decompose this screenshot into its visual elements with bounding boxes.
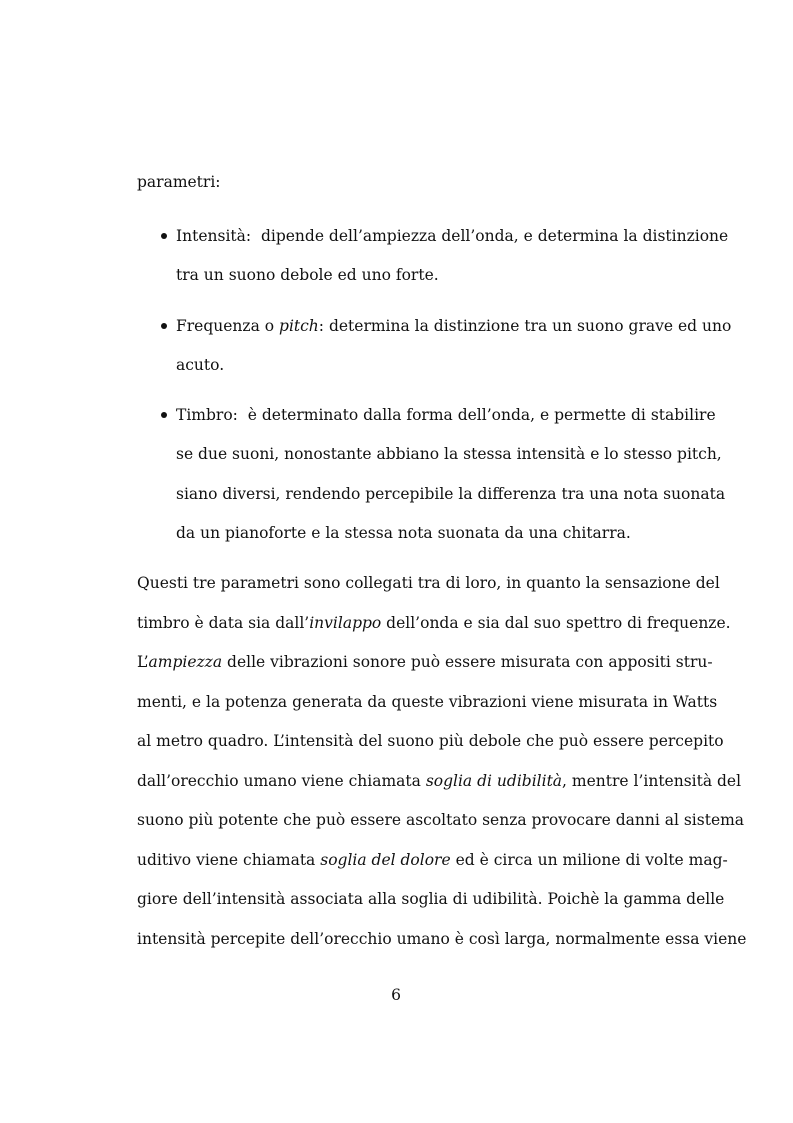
text-run: dell’onda e sia dal suo spettro di frequenze. (381, 614, 731, 632)
paragraph-line-1: Questi tre parametri sono collegati tra di loro, in quanto la sensazione del (137, 574, 720, 592)
bullet-3-label: Timbro: (176, 406, 238, 424)
bullet-2-line-2: acuto. (176, 356, 225, 374)
paragraph-line-3 (137, 652, 713, 672)
bullet-3-line-2: se due suoni, nonostante abbiano la stessa intensità e lo stesso pitch, (176, 445, 722, 463)
term-invilappo: invilappo (309, 614, 382, 632)
paragraph-line-6 (137, 771, 742, 791)
text-run: , mentre l’intensità del (562, 772, 742, 790)
bullet-3-line-3: siano diversi, rendendo percepibile la differenza tra una nota suonata (176, 485, 726, 503)
bullet-1-line-2: tra un suono debole ed uno forte. (176, 266, 439, 284)
bullet-3-text: è determinato dalla forma dell’onda, e permette di stabilire (247, 406, 716, 424)
bullet-marker (161, 233, 167, 239)
bullet-marker (161, 412, 167, 418)
bullet-3-line-1 (176, 405, 716, 425)
intro-text: parametri: (137, 173, 221, 191)
text-run: dall’orecchio umano viene chiamata (137, 772, 426, 790)
bullet-3-line-4: da un pianoforte e la stessa nota suonata da una chitarra. (176, 524, 631, 542)
term-soglia-dolore: soglia del dolore (320, 851, 451, 869)
bullet-2-text: : determina la distinzione tra un suono grave ed uno (318, 317, 732, 335)
text-run: uditivo viene chiamata (137, 851, 321, 869)
page-number: 6 (391, 986, 401, 1004)
bullet-1-line-1 (176, 226, 729, 246)
bullet-1-label: Intensità: (176, 227, 252, 245)
term-ampiezza: ampiezza (148, 653, 223, 671)
text-run: delle vibrazioni sonore può essere misurata con appositi stru- (222, 653, 713, 671)
text-run: ed è circa un milione di volte mag- (450, 851, 728, 869)
bullet-marker (161, 323, 167, 329)
bullet-2-term: pitch (279, 317, 319, 335)
bullet-2-line-1 (176, 316, 732, 336)
text-run: L’ (137, 653, 149, 671)
term-soglia-udibilita: soglia di udibilità (425, 772, 563, 790)
text-run: timbro è data sia dall’ (137, 614, 310, 632)
paragraph-line-10: intensità percepite dell’orecchio umano è così larga, normalmente essa viene (137, 930, 747, 948)
bullet-2-label: Frequenza o (176, 317, 275, 335)
paragraph-line-9: giore dell’intensità associata alla soglia di udibilità. Poichè la gamma delle (137, 890, 725, 908)
bullet-1-text: dipende dell’ampiezza dell’onda, e determina la distinzione (260, 227, 729, 245)
paragraph-line-8 (137, 850, 728, 870)
paragraph-line-4: menti, e la potenza generata da queste vibrazioni viene misurata in Watts (137, 693, 718, 711)
paragraph-line-2 (137, 613, 731, 633)
paragraph-line-5: al metro quadro. L’intensità del suono più debole che può essere percepito (137, 732, 724, 750)
paragraph-line-7: suono più potente che può essere ascoltato senza provocare danni al sistema (137, 811, 745, 829)
